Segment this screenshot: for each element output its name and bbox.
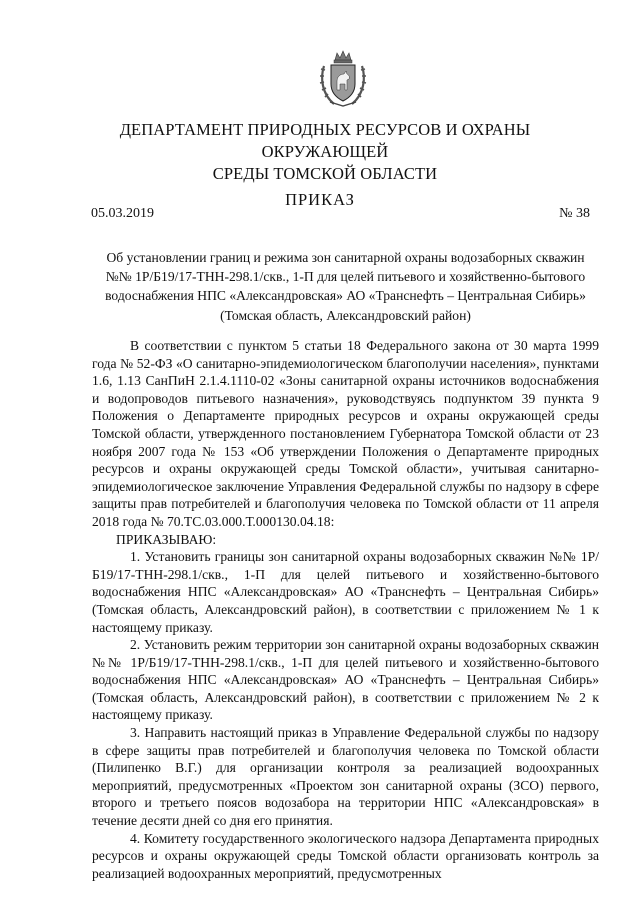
subject-line-4: (Томская область, Александровский район) bbox=[220, 307, 471, 323]
order-item-4: 4. Комитету государственного экологического надзора Департамента природных ресурсов и охраны окружающей среды Томской области организовать контроль за реализацией водоохранных мероприятий, предусмотренных bbox=[92, 830, 599, 881]
subject-line-1: Об установлении границ и режима зон санитарной охраны водозаборных скважин bbox=[106, 250, 585, 265]
document-date: 05.03.2019 bbox=[91, 206, 154, 221]
order-item-3: 3. Направить настоящий приказ в Управление Федеральной службы по надзору в сфере защиты прав потребителей и благополучия человека по Томской области (Пилипенко В.Г.) для организации контроля за реализацией водоохранных мероприятий, предусмотренных «Проектом зон санитарной охраны (ЗСО) первого, второго и третьего поясов водозабора на территории НПС «Александровская» в течение десяти дней со дня его принятия. bbox=[92, 725, 599, 829]
order-item-1: 1. Установить границы зон санитарной охраны водозаборных скважин №№ 1Р/Б19/17-ТНН-298.1/скв., 1-П для целей питьевого и хозяйственно-бытового водоснабжения НПС «Александровская» АО «Транснефть – Центральная Сибирь» (Томская область, Александровский район), в соответствии с приложением № 1 к настоящему приказу. bbox=[92, 549, 599, 635]
organization-title-line-1: ДЕПАРТАМЕНТ ПРИРОДНЫХ РЕСУРСОВ И ОХРАНЫ ОКРУЖАЮЩЕЙ bbox=[119, 120, 531, 161]
order-word: ПРИКАЗЫВАЮ: bbox=[116, 531, 217, 547]
subject-line-2: №№ 1Р/Б19/17-ТНН-298.1/скв., 1-П для целей питьевого и хозяйственно-бытового bbox=[105, 269, 586, 285]
document-type: ПРИКАЗ bbox=[285, 190, 355, 209]
order-item-2: 2. Установить режим территории зон санитарной охраны водозаборных скважин №№ 1Р/Б19/17-ТНН-298.1/скв., 1-П для целей питьевого и хозяйственно-бытового водоснабжения НПС «Александровская» АО «Транснефть – Центральная Сибирь» (Томская область, Александровский район), в соответствии с приложением № 2 к настоящему приказу. bbox=[92, 637, 599, 723]
document-subject bbox=[92, 248, 599, 325]
organization-title-line-2: СРЕДЫ ТОМСКОЙ ОБЛАСТИ bbox=[212, 164, 438, 183]
document-number: № 38 bbox=[559, 206, 590, 221]
tomsk-region-coat-of-arms-icon bbox=[318, 50, 368, 108]
document-body bbox=[92, 337, 599, 882]
organization-title bbox=[60, 119, 590, 185]
preamble-paragraph: В соответствии с пунктом 5 статьи 18 Федерального закона от 30 марта 1999 года № 52-ФЗ «О санитарно-эпидемиологическом благополучии населения», пунктами 1.6, 1.13 СанПиН 2.1.4.1110-02 «Зоны санитарной охраны источников водоснабжения и водопроводов питьевого назначения», руководствуясь подпунктом 39 пункта 9 Положения о Департаменте природных ресурсов и охраны окружающей среды Томской области, утвержденного постановлением Губернатора Томской области от 23 ноября 2007 года № 153 «Об утверждении Положения о Департаменте природных ресурсов и охраны окружающей среды Томской области», учитывая санитарно-эпидемиологическое заключение Управления Федеральной службы по надзору в сфере защиты прав потребителей и благополучия человека по Томской области от 11 апреля 2018 года № 70.ТС.03.000.Т.000130.04.18: bbox=[92, 338, 599, 529]
subject-line-3: водоснабжения НПС «Александровская» АО «Транснефть – Центральная Сибирь» bbox=[105, 288, 586, 304]
